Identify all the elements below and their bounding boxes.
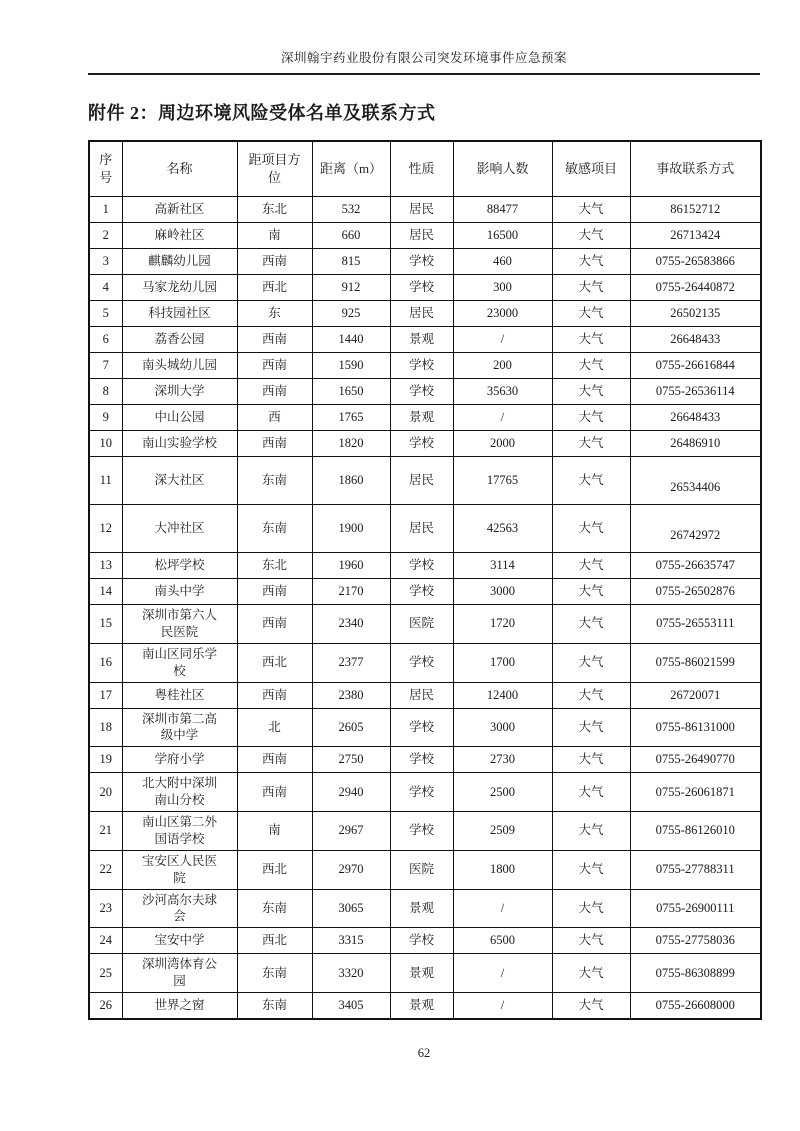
- cell-nature: 学校: [390, 353, 453, 379]
- cell-people: 35630: [453, 379, 552, 405]
- cell-index: 9: [89, 405, 122, 431]
- cell-people: 3000: [453, 579, 552, 605]
- cell-nature: 景观: [390, 993, 453, 1019]
- cell-nature: 学校: [390, 773, 453, 812]
- cell-distance: 2380: [312, 682, 390, 708]
- cell-name: 科技园社区: [122, 301, 237, 327]
- cell-people: 300: [453, 275, 552, 301]
- table-row: [89, 643, 761, 682]
- cell-name: 深大社区: [122, 457, 237, 505]
- cell-people: 2509: [453, 812, 552, 851]
- cell-index: 11: [89, 457, 122, 505]
- cell-sensitive: 大气: [552, 812, 630, 851]
- cell-direction: 西北: [237, 850, 312, 889]
- cell-sensitive: 大气: [552, 327, 630, 353]
- cell-direction: 西南: [237, 682, 312, 708]
- cell-contact: 26720071: [630, 682, 761, 708]
- cell-contact: 26713424: [630, 223, 761, 249]
- column-header: 距项目方位: [237, 141, 312, 197]
- cell-people: 12400: [453, 682, 552, 708]
- cell-distance: 2170: [312, 579, 390, 605]
- cell-contact: 0755-26536114: [630, 379, 761, 405]
- cell-contact: 0755-27788311: [630, 850, 761, 889]
- table-row: [89, 773, 761, 812]
- cell-people: 88477: [453, 197, 552, 223]
- page-content: [88, 0, 760, 1020]
- cell-name: 学府小学: [122, 747, 237, 773]
- cell-distance: 925: [312, 301, 390, 327]
- cell-people: /: [453, 889, 552, 928]
- cell-distance: 3405: [312, 993, 390, 1019]
- table-row: [89, 605, 761, 644]
- cell-sensitive: 大气: [552, 553, 630, 579]
- cell-contact: 0755-26502876: [630, 579, 761, 605]
- cell-index: 18: [89, 708, 122, 747]
- cell-contact: 0755-26608000: [630, 993, 761, 1019]
- cell-direction: 南: [237, 223, 312, 249]
- cell-contact: 86152712: [630, 197, 761, 223]
- cell-people: /: [453, 405, 552, 431]
- cell-index: 2: [89, 223, 122, 249]
- cell-name: 深圳湾体育公园: [122, 954, 237, 993]
- cell-nature: 医院: [390, 850, 453, 889]
- cell-name: 大冲社区: [122, 505, 237, 553]
- cell-index: 22: [89, 850, 122, 889]
- table-row: [89, 579, 761, 605]
- cell-distance: 2967: [312, 812, 390, 851]
- cell-index: 21: [89, 812, 122, 851]
- cell-name: 宝安区人民医院: [122, 850, 237, 889]
- column-header: 性质: [390, 141, 453, 197]
- cell-people: 1800: [453, 850, 552, 889]
- table-row: [89, 431, 761, 457]
- table-row: [89, 505, 761, 553]
- cell-people: 2500: [453, 773, 552, 812]
- cell-name: 南山实验学校: [122, 431, 237, 457]
- cell-nature: 居民: [390, 223, 453, 249]
- cell-contact: 0755-86308899: [630, 954, 761, 993]
- cell-direction: 东南: [237, 457, 312, 505]
- cell-people: 1720: [453, 605, 552, 644]
- cell-name: 南山区同乐学校: [122, 643, 237, 682]
- table-row: [89, 353, 761, 379]
- column-header: 影响人数: [453, 141, 552, 197]
- cell-distance: 1440: [312, 327, 390, 353]
- cell-contact: 0755-26490770: [630, 747, 761, 773]
- cell-contact: 0755-26440872: [630, 275, 761, 301]
- cell-nature: 居民: [390, 505, 453, 553]
- table-row: [89, 993, 761, 1019]
- cell-nature: 景观: [390, 954, 453, 993]
- table-row: [89, 197, 761, 223]
- cell-contact: 0755-26616844: [630, 353, 761, 379]
- cell-index: 7: [89, 353, 122, 379]
- cell-distance: 912: [312, 275, 390, 301]
- cell-people: 2730: [453, 747, 552, 773]
- cell-nature: 学校: [390, 379, 453, 405]
- cell-distance: 1820: [312, 431, 390, 457]
- cell-contact: 26648433: [630, 405, 761, 431]
- cell-distance: 1590: [312, 353, 390, 379]
- table-row: [89, 457, 761, 505]
- cell-name: 沙河高尔夫球会: [122, 889, 237, 928]
- cell-distance: 1650: [312, 379, 390, 405]
- document-header: 深圳翰宇药业股份有限公司突发环境事件应急预案: [88, 0, 760, 75]
- cell-nature: 居民: [390, 457, 453, 505]
- cell-name: 世界之窗: [122, 993, 237, 1019]
- cell-nature: 居民: [390, 301, 453, 327]
- cell-name: 宝安中学: [122, 928, 237, 954]
- cell-people: 200: [453, 353, 552, 379]
- cell-name: 南山区第二外国语学校: [122, 812, 237, 851]
- cell-sensitive: 大气: [552, 708, 630, 747]
- table-header-row: [89, 141, 761, 197]
- cell-index: 13: [89, 553, 122, 579]
- cell-sensitive: 大气: [552, 643, 630, 682]
- cell-contact: 26742972: [630, 505, 761, 553]
- cell-name: 粤桂社区: [122, 682, 237, 708]
- cell-direction: 西南: [237, 249, 312, 275]
- cell-name: 麒麟幼儿园: [122, 249, 237, 275]
- table-row: [89, 928, 761, 954]
- cell-sensitive: 大气: [552, 993, 630, 1019]
- cell-sensitive: 大气: [552, 431, 630, 457]
- cell-index: 1: [89, 197, 122, 223]
- cell-direction: 西南: [237, 773, 312, 812]
- table-row: [89, 553, 761, 579]
- column-header: 敏感项目: [552, 141, 630, 197]
- cell-contact: 0755-26061871: [630, 773, 761, 812]
- cell-name: 北大附中深圳南山分校: [122, 773, 237, 812]
- cell-index: 3: [89, 249, 122, 275]
- cell-name: 南头城幼儿园: [122, 353, 237, 379]
- cell-nature: 学校: [390, 708, 453, 747]
- cell-direction: 西: [237, 405, 312, 431]
- cell-nature: 学校: [390, 431, 453, 457]
- cell-sensitive: 大气: [552, 301, 630, 327]
- cell-contact: 26486910: [630, 431, 761, 457]
- cell-contact: 0755-26900111: [630, 889, 761, 928]
- cell-name: 松坪学校: [122, 553, 237, 579]
- table-row: [89, 747, 761, 773]
- cell-index: 8: [89, 379, 122, 405]
- cell-sensitive: 大气: [552, 353, 630, 379]
- cell-people: /: [453, 327, 552, 353]
- cell-direction: 北: [237, 708, 312, 747]
- cell-index: 24: [89, 928, 122, 954]
- cell-sensitive: 大气: [552, 223, 630, 249]
- table-row: [89, 954, 761, 993]
- cell-name: 深圳市第六人民医院: [122, 605, 237, 644]
- cell-direction: 西南: [237, 353, 312, 379]
- column-header: 距离（m）: [312, 141, 390, 197]
- cell-index: 17: [89, 682, 122, 708]
- cell-contact: 0755-26635747: [630, 553, 761, 579]
- cell-contact: 0755-26553111: [630, 605, 761, 644]
- cell-nature: 医院: [390, 605, 453, 644]
- cell-contact: 0755-26583866: [630, 249, 761, 275]
- cell-nature: 景观: [390, 405, 453, 431]
- cell-sensitive: 大气: [552, 275, 630, 301]
- cell-contact: 26502135: [630, 301, 761, 327]
- risk-receptor-table: [88, 140, 762, 1020]
- cell-contact: 26534406: [630, 457, 761, 505]
- cell-direction: 东: [237, 301, 312, 327]
- cell-sensitive: 大气: [552, 747, 630, 773]
- cell-index: 5: [89, 301, 122, 327]
- cell-distance: 2750: [312, 747, 390, 773]
- cell-people: 3000: [453, 708, 552, 747]
- cell-sensitive: 大气: [552, 605, 630, 644]
- cell-sensitive: 大气: [552, 197, 630, 223]
- column-header: 事故联系方式: [630, 141, 761, 197]
- table-row: [89, 249, 761, 275]
- cell-name: 深圳市第二高级中学: [122, 708, 237, 747]
- cell-index: 16: [89, 643, 122, 682]
- cell-nature: 景观: [390, 327, 453, 353]
- page-number: 62: [417, 1046, 431, 1060]
- cell-nature: 景观: [390, 889, 453, 928]
- cell-direction: 西南: [237, 379, 312, 405]
- cell-people: 23000: [453, 301, 552, 327]
- cell-nature: 居民: [390, 197, 453, 223]
- cell-index: 26: [89, 993, 122, 1019]
- cell-distance: 532: [312, 197, 390, 223]
- cell-nature: 学校: [390, 812, 453, 851]
- cell-sensitive: 大气: [552, 405, 630, 431]
- cell-distance: 2970: [312, 850, 390, 889]
- cell-sensitive: 大气: [552, 579, 630, 605]
- cell-distance: 2940: [312, 773, 390, 812]
- cell-direction: 西南: [237, 605, 312, 644]
- cell-distance: 3315: [312, 928, 390, 954]
- cell-sensitive: 大气: [552, 249, 630, 275]
- cell-direction: 东南: [237, 889, 312, 928]
- cell-direction: 西北: [237, 643, 312, 682]
- cell-sensitive: 大气: [552, 850, 630, 889]
- cell-people: 17765: [453, 457, 552, 505]
- cell-nature: 学校: [390, 249, 453, 275]
- cell-nature: 学校: [390, 553, 453, 579]
- cell-contact: 0755-27758036: [630, 928, 761, 954]
- cell-people: /: [453, 954, 552, 993]
- cell-direction: 西南: [237, 431, 312, 457]
- page-title: 附件 2：周边环境风险受体名单及联系方式: [88, 103, 436, 123]
- table-row: [89, 327, 761, 353]
- cell-name: 深圳大学: [122, 379, 237, 405]
- cell-index: 15: [89, 605, 122, 644]
- cell-distance: 2377: [312, 643, 390, 682]
- cell-sensitive: 大气: [552, 379, 630, 405]
- cell-name: 中山公园: [122, 405, 237, 431]
- cell-direction: 东北: [237, 197, 312, 223]
- cell-people: 16500: [453, 223, 552, 249]
- cell-distance: 1765: [312, 405, 390, 431]
- table-row: [89, 301, 761, 327]
- cell-people: /: [453, 993, 552, 1019]
- table-row: [89, 223, 761, 249]
- cell-direction: 东北: [237, 553, 312, 579]
- cell-people: 6500: [453, 928, 552, 954]
- cell-direction: 西南: [237, 579, 312, 605]
- cell-index: 6: [89, 327, 122, 353]
- cell-sensitive: 大气: [552, 505, 630, 553]
- cell-contact: 0755-86021599: [630, 643, 761, 682]
- cell-people: 42563: [453, 505, 552, 553]
- cell-nature: 居民: [390, 682, 453, 708]
- cell-people: 1700: [453, 643, 552, 682]
- cell-direction: 西南: [237, 747, 312, 773]
- cell-contact: 26648433: [630, 327, 761, 353]
- cell-index: 4: [89, 275, 122, 301]
- cell-direction: 南: [237, 812, 312, 851]
- cell-distance: 1960: [312, 553, 390, 579]
- cell-sensitive: 大气: [552, 457, 630, 505]
- cell-name: 荔香公园: [122, 327, 237, 353]
- table-row: [89, 405, 761, 431]
- column-header: 序号: [89, 141, 122, 197]
- cell-sensitive: 大气: [552, 928, 630, 954]
- cell-people: 460: [453, 249, 552, 275]
- cell-name: 高新社区: [122, 197, 237, 223]
- cell-index: 25: [89, 954, 122, 993]
- cell-direction: 西北: [237, 928, 312, 954]
- cell-index: 23: [89, 889, 122, 928]
- cell-direction: 西南: [237, 327, 312, 353]
- cell-contact: 0755-86126010: [630, 812, 761, 851]
- cell-distance: 3065: [312, 889, 390, 928]
- column-header: 名称: [122, 141, 237, 197]
- table-row: [89, 682, 761, 708]
- cell-nature: 学校: [390, 579, 453, 605]
- cell-index: 14: [89, 579, 122, 605]
- cell-distance: 815: [312, 249, 390, 275]
- table-row: [89, 850, 761, 889]
- cell-nature: 学校: [390, 747, 453, 773]
- cell-index: 10: [89, 431, 122, 457]
- table-row: [89, 812, 761, 851]
- cell-nature: 学校: [390, 643, 453, 682]
- cell-index: 19: [89, 747, 122, 773]
- cell-sensitive: 大气: [552, 682, 630, 708]
- cell-people: 2000: [453, 431, 552, 457]
- cell-direction: 东南: [237, 505, 312, 553]
- cell-sensitive: 大气: [552, 773, 630, 812]
- cell-distance: 3320: [312, 954, 390, 993]
- cell-people: 3114: [453, 553, 552, 579]
- table-row: [89, 379, 761, 405]
- cell-direction: 西北: [237, 275, 312, 301]
- cell-index: 12: [89, 505, 122, 553]
- cell-distance: 2340: [312, 605, 390, 644]
- cell-direction: 东南: [237, 954, 312, 993]
- cell-sensitive: 大气: [552, 889, 630, 928]
- cell-distance: 2605: [312, 708, 390, 747]
- cell-nature: 学校: [390, 275, 453, 301]
- cell-index: 20: [89, 773, 122, 812]
- cell-nature: 学校: [390, 928, 453, 954]
- table-row: [89, 275, 761, 301]
- cell-name: 马家龙幼儿园: [122, 275, 237, 301]
- cell-name: 麻岭社区: [122, 223, 237, 249]
- cell-distance: 660: [312, 223, 390, 249]
- cell-name: 南头中学: [122, 579, 237, 605]
- cell-sensitive: 大气: [552, 954, 630, 993]
- cell-contact: 0755-86131000: [630, 708, 761, 747]
- cell-distance: 1900: [312, 505, 390, 553]
- table-row: [89, 889, 761, 928]
- cell-distance: 1860: [312, 457, 390, 505]
- table-row: [89, 708, 761, 747]
- cell-direction: 东南: [237, 993, 312, 1019]
